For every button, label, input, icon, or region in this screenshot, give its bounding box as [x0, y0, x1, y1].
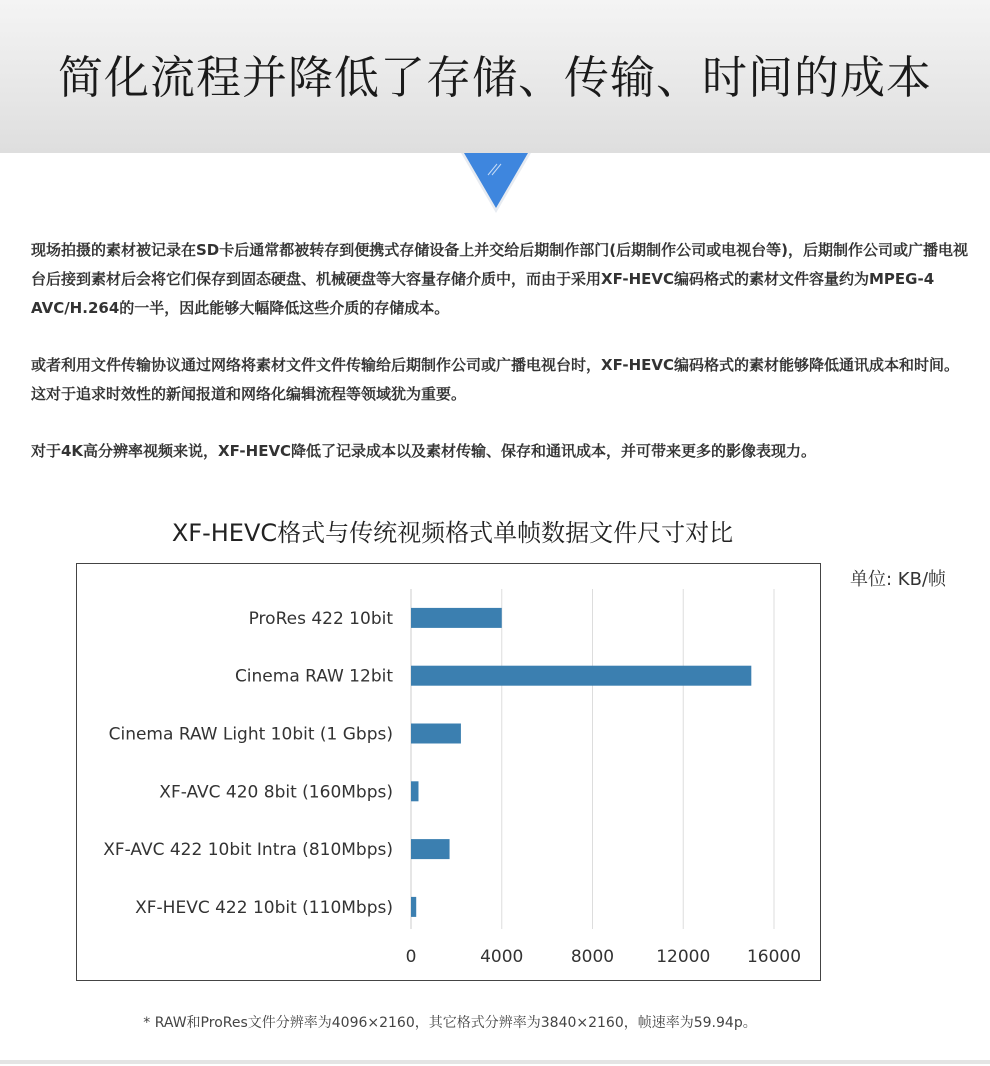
category-label: Cinema RAW Light 10bit (1 Gbps): [108, 724, 393, 745]
bar: [411, 839, 450, 859]
bar: [411, 666, 751, 686]
paragraph-4k: 对于4K高分辨率视频来说，XF-HEVC降低了记录成本以及素材传输、保存和通讯成本，并可带来更多的影像表现力。: [31, 442, 817, 460]
bar: [411, 897, 416, 917]
category-label: ProRes 422 10bit: [248, 608, 393, 629]
unit-label: 单位: KB/帧: [850, 569, 947, 590]
bar: [411, 608, 502, 628]
x-tick-label: 4000: [480, 947, 524, 967]
chart-container: [76, 563, 821, 981]
category-label: Cinema RAW 12bit: [234, 666, 393, 687]
x-tick-label: 0: [405, 947, 417, 967]
bar: [411, 724, 461, 744]
page-title: 简化流程并降低了存储、传输、时间的成本: [57, 51, 932, 104]
category-label: XF-AVC 420 8bit (160Mbps): [159, 782, 393, 803]
paragraph-storage: 现场拍摄的素材被记录在SD卡后通常都被转存到便携式存储设备上并交给后期制作部门(后期制作公司或电视台等)，后期制作公司或广播电视台后接到素材后会将它们保存到固态硬盘、机械硬盘等大容量存储介质中，而由于采用XF-HEVC编码格式的素材文件容量约为MPEG-4 AVC/H.264的一半，因此能够大幅降低这些介质的存储成本。: [31, 241, 968, 317]
header-banner: [0, 0, 990, 153]
footnote: * RAW和ProRes文件分辨率为4096×2160，其它格式分辨率为3840×2160，帧速率为59.94p。: [143, 1015, 757, 1031]
category-label: XF-AVC 422 10bit Intra (810Mbps): [103, 840, 393, 861]
paragraph-transfer: 或者利用文件传输协议通过网络将素材文件文件传输给后期制作公司或广播电视台时，XF-HEVC编码格式的素材能够降低通讯成本和时间。这对于追求时效性的新闻报道和网络化编辑流程等领域犹为重要。: [31, 356, 959, 403]
bottom-divider: [0, 1060, 990, 1064]
category-label: XF-HEVC 422 10bit (110Mbps): [135, 897, 393, 918]
x-tick-label: 16000: [746, 947, 802, 967]
intro-text: [31, 236, 971, 494]
x-tick-label: 12000: [656, 947, 711, 967]
chart-title: XF-HEVC格式与传统视频格式单帧数据文件尺寸对比: [171, 519, 734, 547]
bar-chart: [77, 564, 822, 982]
down-arrow-icon: [461, 153, 531, 215]
x-tick-label: 8000: [570, 947, 615, 967]
bar: [411, 781, 418, 801]
